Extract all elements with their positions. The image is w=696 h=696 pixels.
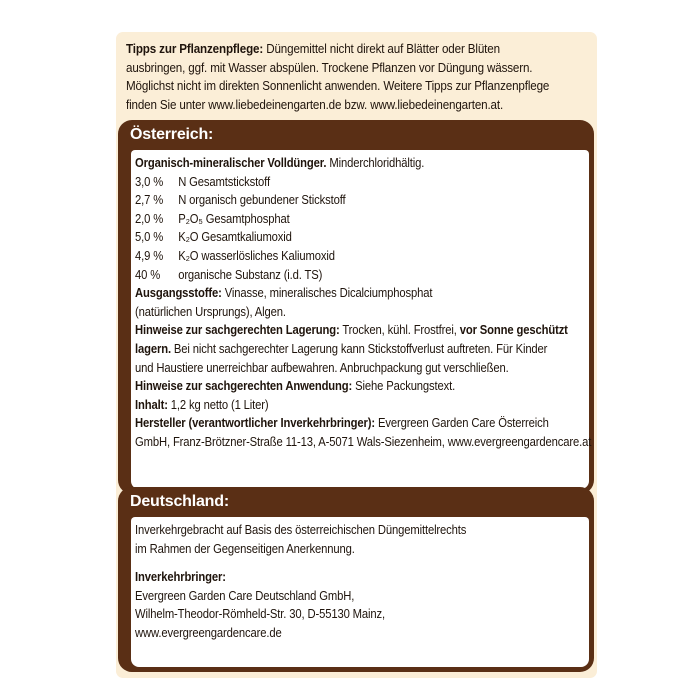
section-germany <box>118 487 594 672</box>
address-line-2: Wilhelm-Theodor-Römheld-Str. 30, D-55130 Mainz, <box>135 607 386 622</box>
spacer <box>135 558 466 568</box>
lagerung-line-2: lagern. Bei nicht sachgerechter Lagerung kann Stickstoffverlust auftreten. Für Kinder <box>135 341 548 356</box>
austria-content <box>135 154 591 452</box>
composition-value: 4,9 % <box>135 248 164 263</box>
composition-row <box>135 228 591 247</box>
composition-name: P₂O₅ Gesamtphosphat <box>178 211 290 226</box>
composition-name: N organisch gebundener Stickstoff <box>178 193 346 208</box>
anwendung-line: Hinweise zur sachgerechten Anwendung: Siehe Packungstext. <box>135 379 456 394</box>
composition-name: N Gesamtstickstoff <box>178 174 270 189</box>
tips-line-2: ausbringen, ggf. mit Wasser abspülen. Trockene Pflanzen vor Düngung wässern. <box>126 60 533 75</box>
tips-line-3: Möglichst nicht im direkten Sonnenlicht anwenden. Weitere Tipps zur Pflanzenpflege <box>126 79 550 93</box>
composition-row <box>135 191 591 210</box>
inverkehrbringer-label: Inverkehrbringer: <box>135 570 226 585</box>
tips-line-4: finden Sie unter www.liebedeinengarten.de bzw. www.liebedeinengarten.at. <box>126 97 504 112</box>
section-title-germany: Deutschland: <box>130 493 229 510</box>
composition-row <box>135 210 591 229</box>
inhalt-line: Inhalt: 1,2 kg netto (1 Liter) <box>135 397 269 412</box>
composition-value: 3,0 % <box>135 174 164 189</box>
product-type: Organisch-mineralischer Volldünger. Minderchloridhältig. <box>135 156 425 170</box>
section-austria <box>118 120 594 494</box>
care-tips <box>126 40 554 114</box>
hersteller-line-2: GmbH, Franz-Brötzner-Straße 11-13, A-5071 Wals-Siezenheim, www.evergreengardencare.at <box>135 434 592 449</box>
lagerung-line-3: und Haustiere unerreichbar aufbewahren. Anbruchpackung gut verschließen. <box>135 360 509 375</box>
tips-line-1: Tipps zur Pflanzenpflege: Düngemittel nicht direkt auf Blätter oder Blüten <box>126 42 500 56</box>
composition-row <box>135 173 591 192</box>
section-title-austria: Österreich: <box>130 126 214 143</box>
section-body-germany <box>131 517 589 667</box>
germany-content <box>135 521 466 643</box>
composition-value: 5,0 % <box>135 230 164 245</box>
address-line-3: www.evergreengardencare.de <box>135 625 282 640</box>
ausgangsstoffe-line-1: Ausgangsstoffe: Vinasse, mineralisches Dicalciumphosphat <box>135 286 433 301</box>
composition-row <box>135 247 591 266</box>
composition-name: organische Substanz (i.d. TS) <box>178 267 323 282</box>
ausgangsstoffe-line-2: (natürlichen Ursprungs), Algen. <box>135 304 286 319</box>
composition-value: 2,0 % <box>135 211 164 226</box>
hersteller-line-1: Hersteller (verantwortlicher Inverkehrbringer): Evergreen Garden Care Österreich <box>135 416 549 431</box>
germany-intro-line-2: im Rahmen der Gegenseitigen Anerkennung. <box>135 541 355 556</box>
composition-row <box>135 266 591 285</box>
tips-heading: Tipps zur Pflanzenpflege: <box>126 42 264 56</box>
section-body-austria <box>131 150 592 489</box>
composition-value: 40 % <box>135 267 161 282</box>
germany-intro-line-1: Inverkehrgebracht auf Basis des österreichischen Düngemittelrechts <box>135 523 467 537</box>
address-line-1: Evergreen Garden Care Deutschland GmbH, <box>135 588 355 603</box>
composition-name: K₂O wasserlösliches Kaliumoxid <box>178 248 335 263</box>
composition-name: K₂O Gesamtkaliumoxid <box>178 230 292 245</box>
product-label <box>116 32 597 678</box>
composition-value: 2,7 % <box>135 193 164 208</box>
lagerung-line-1: Hinweise zur sachgerechten Lagerung: Trocken, kühl. Frostfrei, vor Sonne geschützt <box>135 323 568 338</box>
